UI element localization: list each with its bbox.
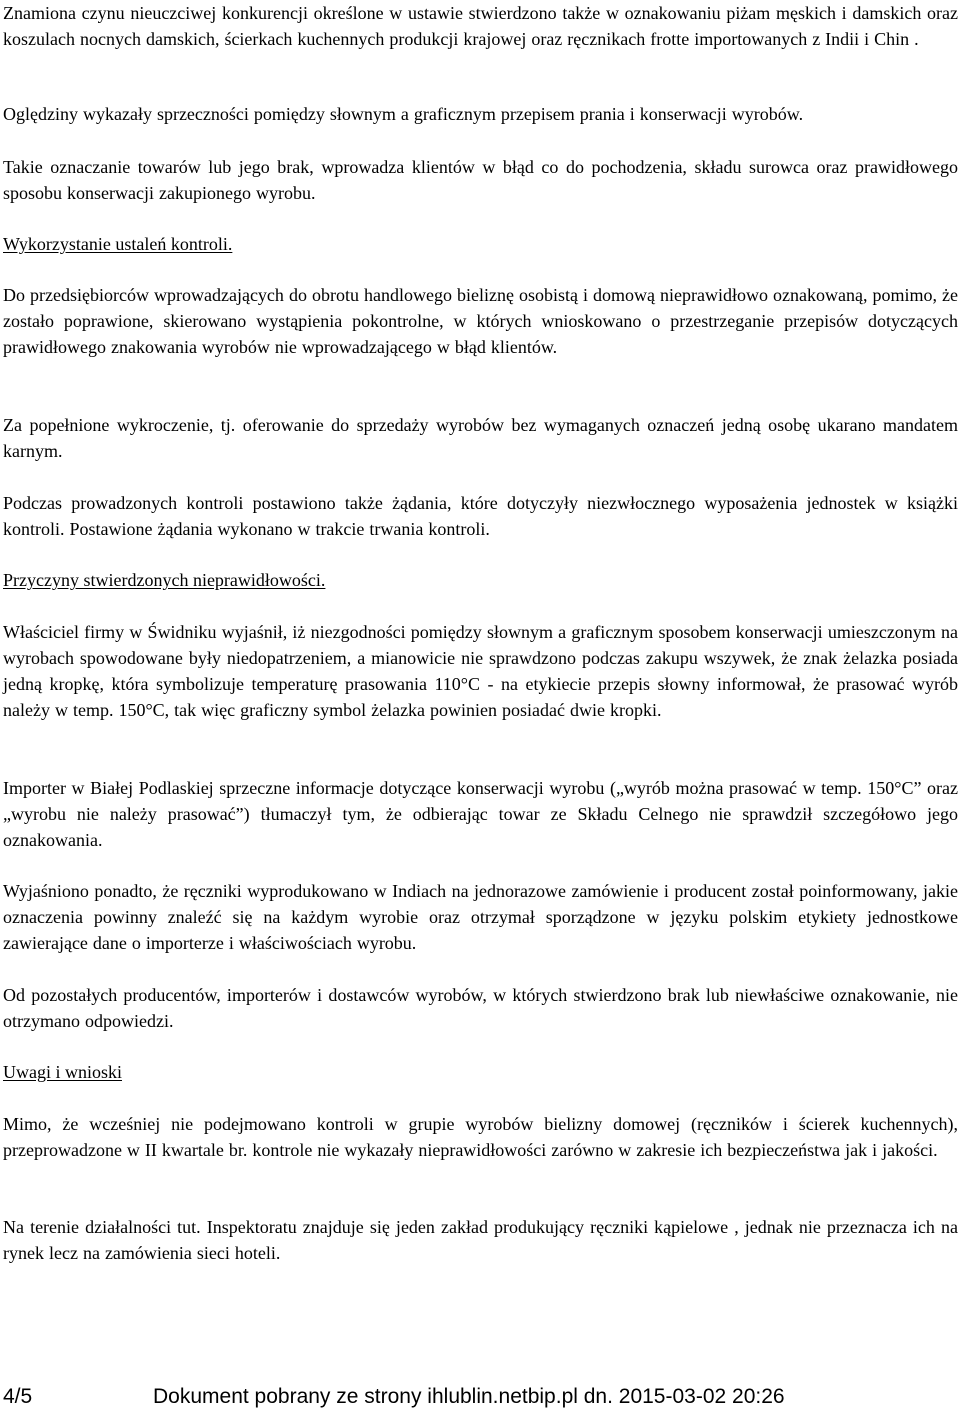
heading-use-of-findings: Wykorzystanie ustaleń kontroli. (3, 234, 233, 254)
page-footer (3, 1384, 958, 1410)
paragraph-misleading-marking: Takie oznaczanie towarów lub jego brak, wprowadza klientów w błąd co do pochodzenia, składu surowca oraz prawidłowego sposobu konserwacji zakupionego wyrobu. (3, 157, 958, 203)
paragraph-marking-violations: Znamiona czynu nieuczciwej konkurencji określone w ustawie stwierdzono także w oznakowaniu piżam męskich i damskich oraz koszulach nocnych damskich, ścierkach kuchennych produkcji krajowej oraz ręcznikach frotte importowanych z Indii i Chin . (3, 3, 958, 49)
paragraph-post-inspection-actions: Do przedsiębiorców wprowadzających do obrotu handlowego bieliznę osobistą i domową nieprawidłowo oznakowaną, pomimo, że zostało poprawione, skierowano wystąpienia pokontrolne, w których wnioskowano o przestrzeganie przepisów dotyczących prawidłowego znakowania wyrobów nie wprowadzającego w błąd klientów. (3, 285, 958, 357)
paragraph-towel-plant: Na terenie działalności tut. Inspektoratu znajduje się jeden zakład produkujący ręczniki kąpielowe , jednak nie przeznacza ich na rynek lecz na zamówienia sieci hoteli. (3, 1217, 958, 1263)
paragraph-no-irregularities: Mimo, że wcześniej nie podejmowano kontroli w grupie wyrobów bielizny domowej (ręczników i ścierek kuchennych), przeprowadzone w II kwartale br. kontrole nie wykazały nieprawidłowości zarówno w zakresie ich bezpieczeństwa jak i jakości. (3, 1114, 958, 1160)
source-note: Dokument pobrany ze strony ihlublin.netbip.pl dn. 2015-03-02 20:26 (153, 1385, 785, 1408)
paragraph-no-response: Od pozostałych producentów, importerów i dostawców wyrobów, w których stwierdzono brak lub niewłaściwe oznakowanie, nie otrzymano odpowiedzi. (3, 985, 958, 1031)
paragraph-towels-india: Wyjaśniono ponadto, że ręczniki wyprodukowano w Indiach na jednorazowe zamówienie i producent został poinformowany, jakie oznaczenia powinny znaleźć się na każdym wyrobie oraz otrzymał sporządzone w języku polskim etykiety jednostkowe zawierające dane o importerze i właściwościach wyrobu. (3, 881, 958, 953)
page-number: 4/5 (3, 1385, 33, 1408)
paragraph-fine: Za popełnione wykroczenie, tj. oferowanie do sprzedaży wyrobów bez wymaganych oznaczeń jedną osobę ukarano mandatem karnym. (3, 415, 958, 461)
heading-causes: Przyczyny stwierdzonych nieprawidłowości. (3, 570, 326, 590)
heading-remarks-conclusions: Uwagi i wnioski (3, 1062, 122, 1082)
paragraph-inspection-findings: Oględziny wykazały sprzeczności pomiędzy słownym a graficznym przepisem prania i konserwacji wyrobów. (3, 104, 804, 124)
paragraph-swidnik-explanation: Właściciel firmy w Świdniku wyjaśnił, iż niezgodności pomiędzy słownym a graficznym sposobem konserwacji umieszczonym na wyrobach spowodowane były niedopatrzeniem, a mianowicie nie sprawdzono podczas zakupu wszywek, że znak żelazka posiada jedną kropkę, która symbolizuje temperaturę prasowania 110°C - na etykiecie przepis słowny informował, że prasować wyrób należy w temp. 150°C, tak więc graficzny symbol żelazka powinien posiadać dwie kropki. (3, 622, 958, 720)
paragraph-demands: Podczas prowadzonych kontroli postawiono także żądania, które dotyczyły niezwłocznego wyposażenia jednostek w książki kontroli. Postawione żądania wykonano w trakcie trwania kontroli. (3, 493, 958, 539)
paragraph-importer-explanation: Importer w Białej Podlaskiej sprzeczne informacje dotyczące konserwacji wyrobu („wyrób można prasować w temp. 150°C” oraz „wyrobu nie należy prasować”) tłumaczył tym, że odbierając towar ze Składu Celnego nie sprawdził szczegółowo jego oznakowania. (3, 778, 958, 850)
